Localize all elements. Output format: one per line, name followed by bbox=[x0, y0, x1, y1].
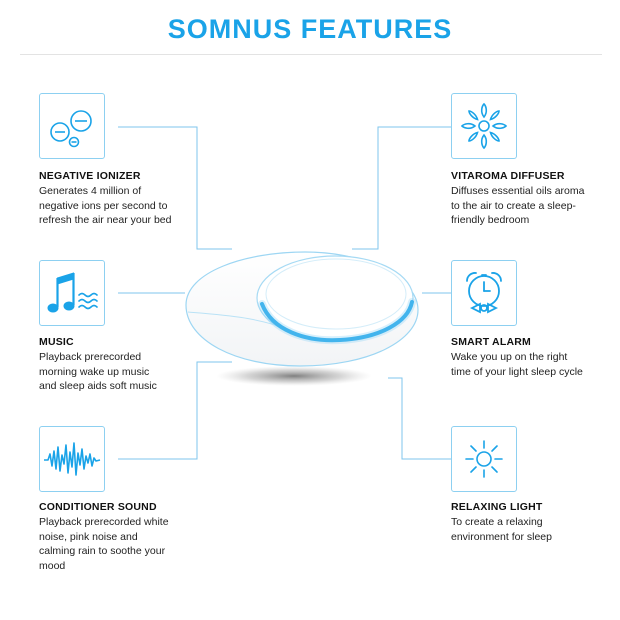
feature-description: To create a relaxing environment for sleep bbox=[451, 516, 552, 543]
feature-description: Generates 4 million of negative ions per second to refresh the air near your bed bbox=[39, 185, 172, 226]
feature-conditioner-sound bbox=[39, 501, 189, 573]
feature-music bbox=[39, 336, 189, 394]
vitaroma-diffuser-icon-box bbox=[451, 93, 517, 159]
relaxing-light-icon-box bbox=[451, 426, 517, 492]
music-icon-box bbox=[39, 260, 105, 326]
feature-title: CONDITIONER SOUND bbox=[39, 501, 157, 513]
feature-description: Playback prerecorded morning wake up music and sleep aids soft music bbox=[39, 351, 157, 392]
feature-negative-ionizer bbox=[39, 170, 189, 228]
smart-alarm-icon-box bbox=[451, 260, 517, 326]
flower-icon bbox=[452, 94, 516, 158]
feature-smart-alarm bbox=[451, 336, 601, 379]
feature-title: VITAROMA DIFFUSER bbox=[451, 170, 565, 182]
device-shadow bbox=[216, 366, 372, 386]
negative-ionizer-icon-box bbox=[39, 93, 105, 159]
music-icon bbox=[40, 261, 104, 325]
feature-relaxing-light bbox=[451, 501, 601, 544]
soundwave-icon bbox=[40, 427, 104, 491]
ions-icon bbox=[40, 94, 104, 158]
feature-title: RELAXING LIGHT bbox=[451, 501, 543, 513]
feature-description: Playback prerecorded white noise, pink noise and calming rain to soothe your mood bbox=[39, 516, 169, 572]
feature-description: Diffuses essential oils aroma to the air to create a sleep-friendly bedroom bbox=[451, 185, 585, 226]
conditioner-sound-icon-box bbox=[39, 426, 105, 492]
sun-icon bbox=[452, 427, 516, 491]
feature-title: MUSIC bbox=[39, 336, 74, 348]
alarm-clock-icon bbox=[452, 261, 516, 325]
feature-title: SMART ALARM bbox=[451, 336, 531, 348]
device-top-disc-inner bbox=[266, 259, 406, 329]
feature-description: Wake you up on the right time of your light sleep cycle bbox=[451, 351, 583, 378]
feature-vitaroma-diffuser bbox=[451, 170, 601, 228]
feature-title: NEGATIVE IONIZER bbox=[39, 170, 141, 182]
page-title: SOMNUS FEATURES bbox=[167, 14, 453, 44]
